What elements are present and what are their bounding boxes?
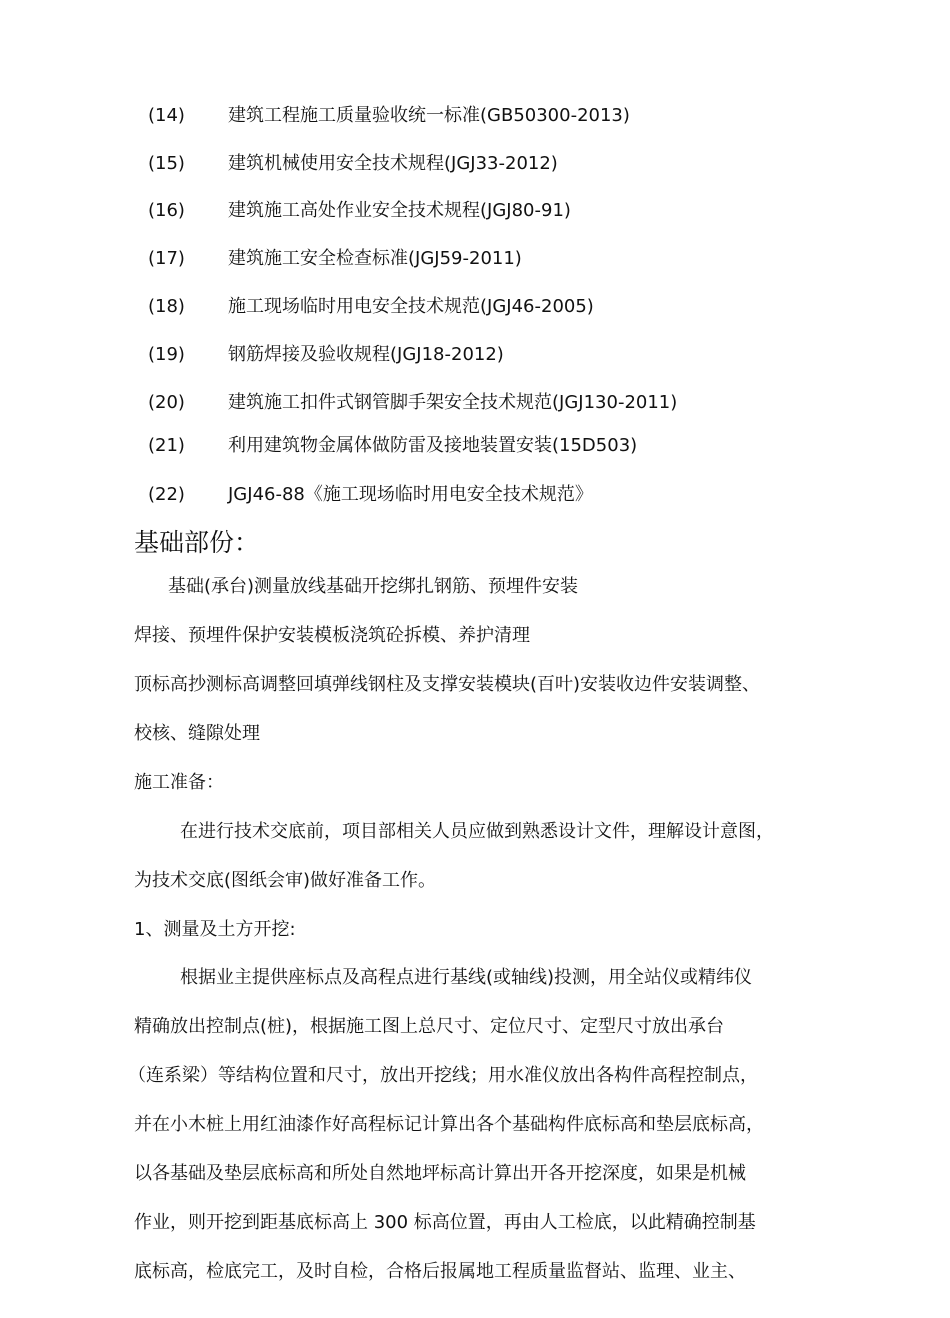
- reference-text: 施工现场临时用电安全技术规范(JGJ46-2005): [228, 296, 594, 317]
- prep-paragraph-line: 在进行技术交底前，项目部相关人员应做到熟悉设计文件，理解设计意图，: [180, 821, 774, 842]
- survey-paragraph-line: （连系梁）等结构位置和尺寸，放出开挖线；用水准仪放出各构件高程控制点，: [128, 1065, 758, 1086]
- reference-text: 钢筋焊接及验收规程(JGJ18-2012): [228, 344, 504, 365]
- reference-text: 建筑施工安全检查标准(JGJ59-2011): [228, 248, 522, 269]
- process-flow-line: 校核、缝隙处理: [134, 723, 260, 744]
- reference-item: [0, 199, 950, 223]
- reference-item: [0, 104, 950, 128]
- reference-item: [0, 483, 950, 507]
- reference-number: (18): [148, 296, 185, 317]
- reference-text: 利用建筑物金属体做防雷及接地装置安装(15D503): [228, 435, 638, 456]
- reference-item: [0, 295, 950, 319]
- reference-number: (19): [148, 344, 185, 365]
- reference-text: 建筑工程施工质量验收统一标准(GB50300-2013): [228, 105, 630, 126]
- survey-paragraph-line: 根据业主提供座标点及高程点进行基线(或轴线)投测，用全站仪或精纬仪: [180, 967, 753, 988]
- reference-item: [0, 434, 950, 458]
- reference-text: JGJ46-88《施工现场临时用电安全技术规范》: [228, 484, 593, 505]
- reference-text: 建筑施工扣件式钢管脚手架安全技术规范(JGJ130-2011): [228, 392, 678, 413]
- survey-paragraph-line: 精确放出控制点(桩)，根据施工图上总尺寸、定位尺寸、定型尺寸放出承台: [134, 1016, 725, 1037]
- process-flow-line: 焊接、预埋件保护安装模板浇筑砼拆模、养护清理: [134, 625, 530, 646]
- reference-number: (21): [148, 435, 185, 456]
- reference-number: (14): [148, 105, 185, 126]
- reference-number: (17): [148, 248, 185, 269]
- process-flow-line: 顶标高抄测标高调整回填弹线钢柱及支撑安装模块(百叶)安装收边件安装调整、: [134, 674, 761, 695]
- reference-text: 建筑机械使用安全技术规程(JGJ33-2012): [228, 153, 558, 174]
- survey-paragraph-line: 并在小木桩上用红油漆作好高程标记计算出各个基础构件底标高和垫层底标高，: [134, 1114, 764, 1135]
- reference-number: (16): [148, 200, 185, 221]
- survey-title: 1、测量及土方开挖:: [134, 919, 296, 940]
- survey-paragraph-line: 以各基础及垫层底标高和所处自然地坪标高计算出开各开挖深度，如果是机械: [134, 1163, 746, 1184]
- reference-item: [0, 152, 950, 176]
- process-flow-line: 基础(承台)测量放线基础开挖绑扎钢筋、预埋件安装: [168, 576, 579, 597]
- reference-item: [0, 343, 950, 367]
- section-heading: 基础部份：: [134, 528, 260, 557]
- reference-number: (15): [148, 153, 185, 174]
- reference-item: [0, 391, 950, 415]
- prep-title: 施工准备：: [134, 772, 224, 793]
- survey-paragraph-line: 底标高，检底完工，及时自检，合格后报属地工程质量监督站、监理、业主、: [134, 1261, 746, 1282]
- reference-text: 建筑施工高处作业安全技术规程(JGJ80-91): [228, 200, 571, 221]
- prep-paragraph-line: 为技术交底(图纸会审)做好准备工作。: [134, 870, 437, 891]
- survey-paragraph-line: 作业，则开挖到距基底标高上 300 标高位置，再由人工检底，以此精确控制基: [134, 1212, 756, 1233]
- reference-number: (22): [148, 484, 185, 505]
- reference-number: (20): [148, 392, 185, 413]
- reference-item: [0, 247, 950, 271]
